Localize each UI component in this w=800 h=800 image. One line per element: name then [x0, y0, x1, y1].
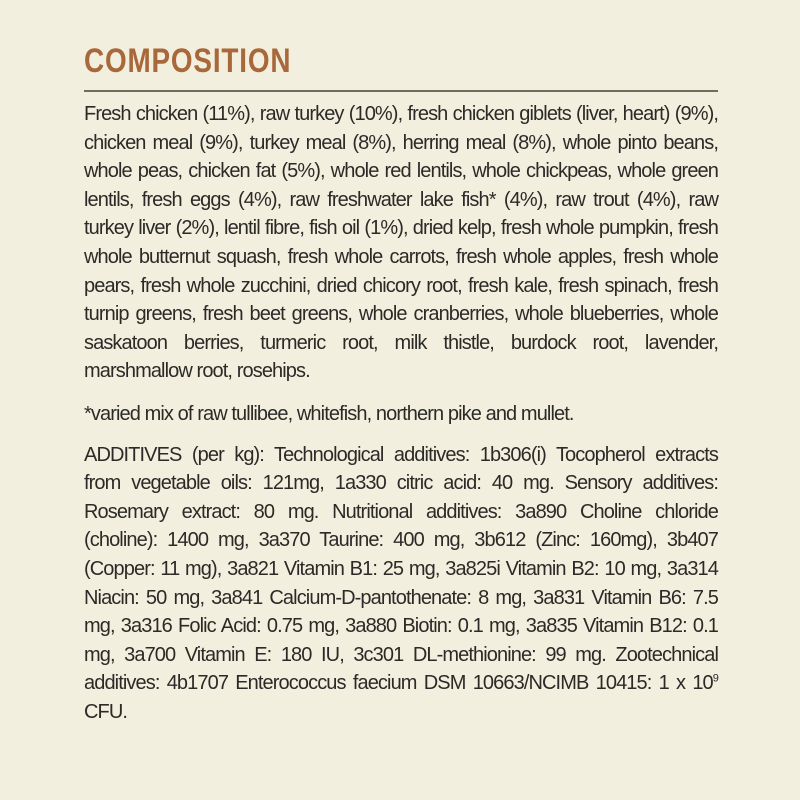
additives-text: ADDITIVES (per kg): Technological additives: 1b306(i) Tocopherol extracts from vegetable oils: 121mg, 1a330 citric acid: 40 mg. Sensory additives: Rosemary extract: 80 mg. Nutritional additives: 3a890 Choline chloride (choline): 1400 mg, 3a370 Taurine: 400 mg, 3b612 (Zinc: 160mg), 3b407 (Copper: 11 mg), 3a821 Vitamin B1: 25 mg, 3a825i Vitamin B2: 10 mg, 3a314 Niacin: 50 mg, 3a841 Calcium-D-pantothenate: 8 mg, 3a831 Vitamin B6: 7.5 mg, 3a316 Folic Acid: 0.75 mg, 3a880 Biotin: 0.1 mg, 3a835 Vitamin B12: 0.1 mg, 3a700 Vitamin E: 180 IU, 3c301 DL-methionine: 99 mg. Zootechnical additives: 4b1707 Enterococcus faecium DSM 10663/NCIMB 10415: 1 x 10 — [84, 443, 718, 695]
additives-exponent: 9 — [712, 672, 718, 685]
fish-footnote: *varied mix of raw tullibee, whitefish, northern pike and mullet. — [84, 402, 574, 425]
title-divider — [84, 90, 718, 92]
ingredients-list: Fresh chicken (11%), raw turkey (10%), fresh chicken giblets (liver, heart) (9%), chicken meal (9%), turkey meal (8%), herring meal (8%), whole pinto beans, whole peas, chicken fat (5%), whole red lentils, whole chickpeas, whole green lentils, fresh eggs (4%), raw freshwater lake fish* (4%), raw trout (4%), raw turkey liver (2%), lentil fibre, fish oil (1%), dried kelp, fresh whole pumpkin, fresh whole butternut squash, fresh whole carrots, fresh whole apples, fresh whole pears, fresh whole zucchini, dried chicory root, fresh kale, fresh spinach, fresh turnip greens, fresh beet greens, whole cranberries, whole blueberries, whole saskatoon berries, turmeric root, milk thistle, burdock root, lavender, marshmallow root, rosehips. — [84, 103, 718, 383]
additives-unit: CFU. — [84, 700, 128, 723]
page-title: COMPOSITION — [84, 42, 292, 80]
composition-panel — [84, 40, 718, 726]
additives-list — [84, 441, 718, 727]
